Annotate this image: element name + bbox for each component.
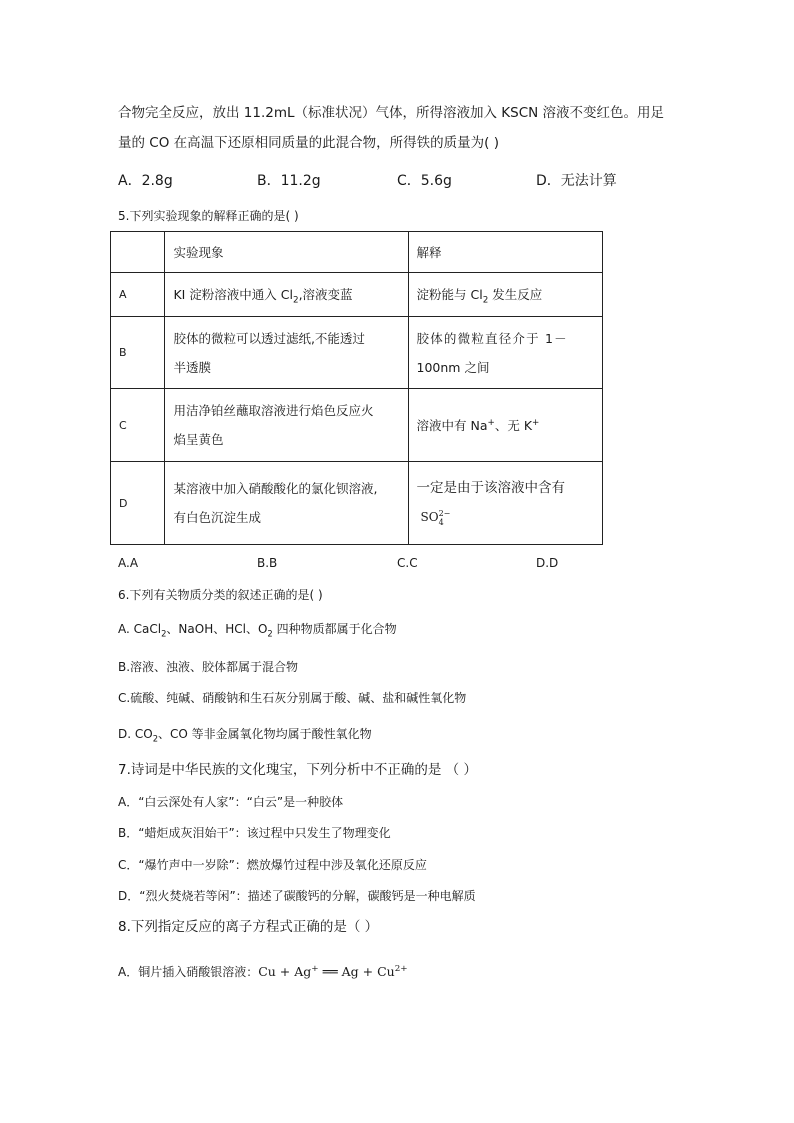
q7-option-a[interactable]: A．“白云深处有人家”：“白云”是一种胶体	[118, 795, 344, 809]
explanation-cell: 一定是由于该溶液中含有 SO 2− 4	[408, 462, 602, 545]
table-row	[111, 462, 603, 545]
q6-option-b[interactable]: B.溶液、浊液、胶体都属于混合物	[118, 660, 299, 674]
q6-option-d[interactable]: D. $CO_2$、CO 等非金属氧化物均属于酸性氧化物	[118, 727, 372, 744]
q4-line-1: 合物完全反应，放出 11.2mL（标准状况）气体，所得溶液加入 KSCN 溶液不变红色。用足	[118, 105, 665, 121]
explanation-cell: 淀粉能与 $Cl_2$ 发生反应	[408, 273, 602, 317]
q8-stem: 8.下列指定反应的离子方程式正确的是（ ）	[118, 919, 379, 935]
q5-option-a[interactable]: A.A	[118, 556, 139, 570]
row-label: A	[111, 273, 165, 317]
header-cell-label	[111, 232, 165, 273]
q4-options	[118, 171, 678, 193]
sulfate-ion-formula: SO 2− 4	[420, 508, 451, 527]
phenomenon-cell: 某溶液中加入硝酸酸化的氯化钡溶液, 有白色沉淀生成	[165, 462, 408, 545]
table-row	[111, 317, 603, 389]
q4-option-d[interactable]: D．无法计算	[536, 173, 617, 189]
q5-option-b[interactable]: B.B	[257, 556, 278, 570]
phenomenon-cell: 用洁净铂丝蘸取溶液进行焰色反应火 焰呈黄色	[165, 389, 408, 462]
q8-equation: Cu + Ag+ ══ $Ag + Cu^{2+}$	[258, 963, 408, 979]
q6-stem: 6.下列有关物质分类的叙述正确的是( )	[118, 588, 323, 602]
phenomenon-cell: KI 淀粉溶液中通入 $Cl_2$,溶液变蓝	[165, 273, 408, 317]
q6-option-c[interactable]: C.硫酸、纯碱、硝酸钠和生石灰分别属于酸、碱、盐和碱性氧化物	[118, 691, 467, 705]
q4-option-c[interactable]: C．5.6g	[397, 173, 452, 189]
q5-options	[118, 553, 618, 573]
table-row	[111, 389, 603, 462]
q6-option-a[interactable]: A. CaCl$_2$、NaOH、HCl、$O_2$ 四种物质都属于化合物	[118, 622, 397, 639]
header-cell-explanation: 解释	[408, 232, 602, 273]
q7-option-b[interactable]: B．“蜡炬成灰泪始干”：该过程中只发生了物理变化	[118, 826, 391, 840]
row-label: B	[111, 317, 165, 389]
explanation-cell: 胶体的微粒直径介于 1－ 100nm 之间	[408, 317, 602, 389]
q5-table	[110, 231, 603, 545]
explanation-cell: 溶液中有 Na+、无 K+	[408, 389, 602, 462]
row-label: D	[111, 462, 165, 545]
q7-option-c[interactable]: C．“爆竹声中一岁除”：燃放爆竹过程中涉及氧化还原反应	[118, 858, 427, 872]
q5-option-d[interactable]: D.D	[536, 556, 559, 570]
q4-line-2: 量的 CO 在高温下还原相同质量的此混合物，所得铁的质量为( )	[118, 135, 499, 151]
table-header-row	[111, 232, 603, 273]
q7-option-d[interactable]: D．“烈火焚烧若等闲”：描述了碳酸钙的分解，碳酸钙是一种电解质	[118, 889, 476, 903]
table-row	[111, 273, 603, 317]
q4-option-b[interactable]: B．11.2g	[257, 173, 321, 189]
q4-option-a[interactable]: A．2.8g	[118, 173, 173, 189]
row-label: C	[111, 389, 165, 462]
header-cell-phenomenon: 实验现象	[165, 232, 408, 273]
q8-option-a[interactable]: A．铜片插入硝酸银溶液：Cu + Ag+ ══ $Ag + Cu^{2+}$	[118, 963, 408, 979]
phenomenon-cell: 胶体的微粒可以透过滤纸,不能透过 半透膜	[165, 317, 408, 389]
q7-stem: 7.诗词是中华民族的文化瑰宝，下列分析中不正确的是 （ ）	[118, 762, 477, 778]
q5-stem: 5.下列实验现象的解释正确的是( )	[118, 209, 299, 223]
q5-option-c[interactable]: C.C	[397, 556, 418, 570]
